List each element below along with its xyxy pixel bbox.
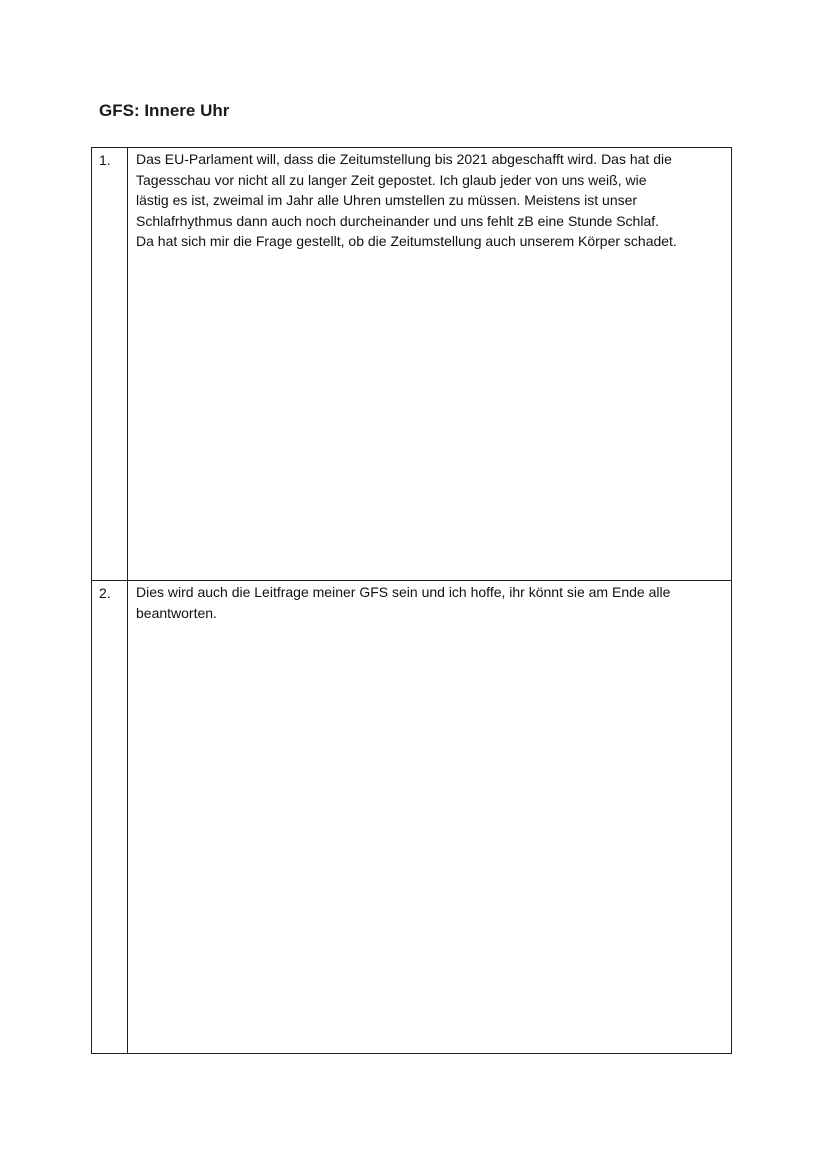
- card-number: 1.: [92, 148, 128, 580]
- card-text-line: Das EU-Parlament will, dass die Zeitumstellung bis 2021 abgeschafft wird. Das hat die: [136, 151, 672, 167]
- card-text-line: lästig es ist, zweimal im Jahr alle Uhren umstellen zu müssen. Meistens ist unser: [136, 192, 638, 208]
- card-text: [136, 581, 728, 623]
- card-text: [136, 148, 728, 252]
- card-number: 2.: [92, 581, 128, 1053]
- card-text-line: Da hat sich mir die Frage gestellt, ob die Zeitumstellung auch unserem Körper schadet.: [136, 233, 677, 249]
- card-text-line: Schlafrhythmus dann auch noch durcheinander und uns fehlt zB eine Stunde Schlaf.: [136, 212, 660, 229]
- card-text-line: Dies wird auch die Leitfrage meiner GFS sein und ich hoffe, ihr könnt sie am Ende alle: [136, 584, 671, 600]
- card-row: [92, 148, 731, 581]
- card-row: [92, 581, 731, 1053]
- card-text-line: beantworten.: [136, 604, 217, 621]
- page-title: GFS: Innere Uhr: [99, 101, 230, 120]
- card-text-line: Tagesschau vor nicht all zu langer Zeit gepostet. Ich glaub jeder von uns weiß, wie: [136, 171, 647, 188]
- speech-card-table: [91, 147, 732, 1054]
